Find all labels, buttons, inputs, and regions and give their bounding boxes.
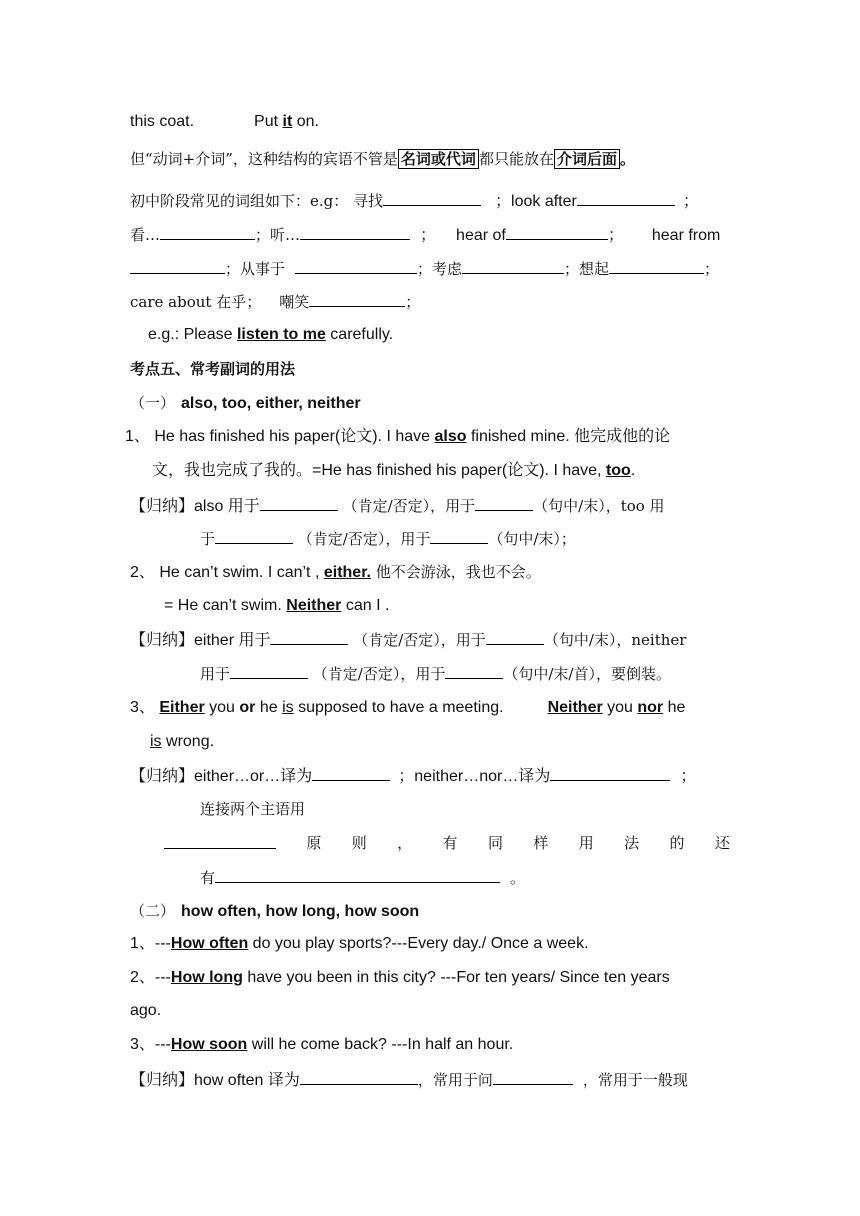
summary-either-neither: 【归纳】either 用于 （肯定/否定），用于 （句中/末），neither <box>130 628 686 652</box>
summary-principle-line: 原 则 ， 有 同 样 用 法 的 还 <box>164 832 730 854</box>
blank[interactable] <box>577 189 675 206</box>
boxed-noun-pronoun: 名词或代词 <box>398 149 479 169</box>
blank[interactable] <box>506 223 608 240</box>
blank[interactable] <box>493 1068 573 1085</box>
subsection-heading-2: （二） how often, how long, how soon <box>130 902 420 920</box>
blank[interactable] <box>215 866 500 883</box>
blank[interactable] <box>445 662 503 679</box>
blank[interactable] <box>270 628 348 645</box>
subsection-heading-1: （一） also, too, either, neither <box>130 394 361 412</box>
blank[interactable] <box>215 527 293 544</box>
line-phrases-intro: 初中阶段常见的词组如下：e.g： 寻找 ；look after ； <box>130 189 699 213</box>
blank[interactable] <box>430 527 488 544</box>
section-heading: 考点五、常考副词的用法 <box>130 360 296 378</box>
line-this-coat: this coat. Put it on. <box>130 113 319 130</box>
blank[interactable] <box>300 1068 418 1085</box>
boxed-after-prep: 介词后面 <box>554 149 620 169</box>
blank[interactable] <box>130 257 225 274</box>
line-phrases-4: care about 在乎； 嘲笑 ； <box>130 290 420 314</box>
blank[interactable] <box>230 662 308 679</box>
example-1-cont: 文，我也完成了我的。=He has finished his paper(论文). I have, too. <box>152 462 636 479</box>
blank[interactable] <box>164 832 276 849</box>
summary-either-or-cont: 连接两个主语用 <box>200 800 306 818</box>
summary-how-often: 【归纳】how often 译为 ，常用于问 ，常用于一般现 <box>130 1068 688 1092</box>
example-3-cont: is wrong. <box>150 733 215 750</box>
how-long-example-cont: ago. <box>130 1002 162 1019</box>
blank[interactable] <box>609 257 704 274</box>
line-phrases-2: 看… ；听… ； hear of ； hear from <box>130 223 720 247</box>
blank[interactable] <box>300 223 410 240</box>
blank[interactable] <box>295 257 417 274</box>
line-example-listen: e.g.: Please listen to me carefully. <box>148 326 394 343</box>
summary-either-neither-cont: 用于 （肯定/否定），用于 （句中/末/首），要倒装。 <box>200 662 671 685</box>
summary-either-or: 【归纳】either…or…译为 ；neither…nor…译为 ； <box>130 764 696 788</box>
blank[interactable] <box>260 494 338 511</box>
how-long-example: 2、---How long have you been in this city? ---For ten years/ Since ten years <box>130 969 670 986</box>
example-3: 3、 Either you or he is supposed to have a meeting. Neither you nor he <box>130 699 686 716</box>
example-2-cont: = He can’t swim. Neither can I . <box>164 597 390 614</box>
summary-also-too: 【归纳】also 用于 （肯定/否定），用于 （句中/末），too 用 <box>130 494 665 518</box>
how-often-example: 1、---How often do you play sports?---Every day./ Once a week. <box>130 935 589 952</box>
how-soon-example: 3、---How soon will he come back? ---In half an hour. <box>130 1036 514 1053</box>
example-1: 1、 He has finished his paper(论文). I have also finished mine. 他完成他的论 <box>125 428 671 445</box>
example-2: 2、 He can’t swim. I can’t , either. 他不会游泳，我也不会。 <box>130 563 541 581</box>
blank[interactable] <box>383 189 481 206</box>
blank[interactable] <box>160 223 255 240</box>
blank[interactable] <box>309 290 405 307</box>
summary-also-have-line: 有 。 <box>200 866 525 889</box>
line-verb-prep-rule: 但“动词+介词”，这种结构的宾语不管是 名词或代词 都只能放在 介词后面 。 <box>130 150 635 168</box>
blank[interactable] <box>486 628 544 645</box>
blank[interactable] <box>475 494 533 511</box>
summary-also-too-cont: 于 （肯定/否定），用于 （句中/末）； <box>200 527 576 550</box>
line-phrases-3: ；从事于 ；考虑 ；想起 ； <box>130 257 719 281</box>
blank[interactable] <box>550 764 670 781</box>
blank[interactable] <box>312 764 390 781</box>
blank[interactable] <box>462 257 564 274</box>
